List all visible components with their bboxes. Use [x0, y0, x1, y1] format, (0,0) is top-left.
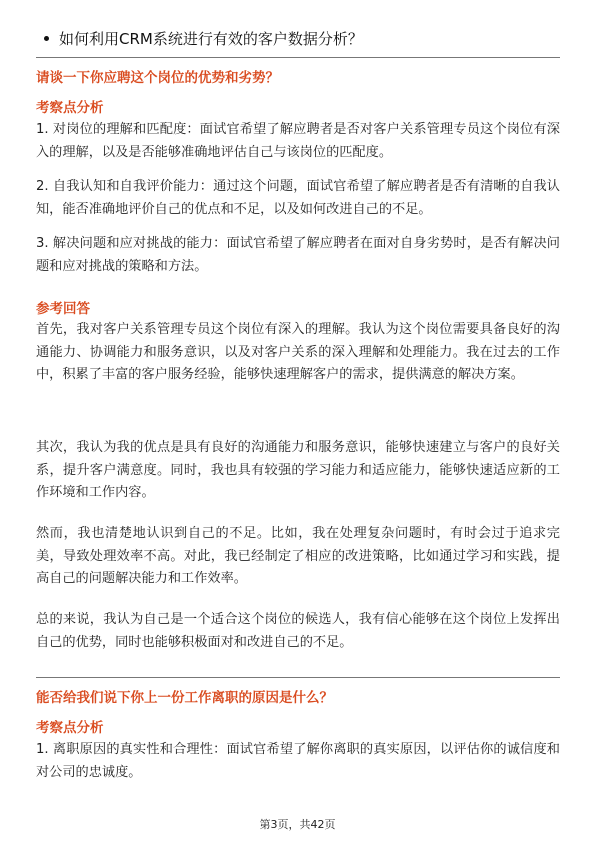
question-title: 请谈一下你应聘这个岗位的优势和劣势？: [36, 70, 279, 86]
answer-heading: 参考回答: [36, 301, 90, 317]
question-title: 能否给我们说下你上一份工作离职的原因是什么？: [36, 690, 333, 706]
analysis-item: 3. 解决问题和应对挑战的能力：面试官希望了解应聘者在面对自身劣势时，是否有解决问题和应对挑战的策略和方法。: [36, 236, 560, 274]
bullet-icon: [44, 36, 49, 41]
top-question-text: 如何利用CRM系统进行有效的客户数据分析？: [59, 30, 363, 48]
page-footer: 第3页，共42页: [259, 818, 336, 831]
analysis-item: 1. 对岗位的理解和匹配度：面试官希望了解应聘者是否对客户关系管理专员这个岗位有深入的理解，以及是否能够准确地评估自己与该岗位的匹配度。: [36, 122, 560, 160]
analysis-item: 2. 自我认知和自我评价能力：通过这个问题，面试官希望了解应聘者是否有清晰的自我认知，能否准确地评价自己的优点和不足，以及如何改进自己的不足。: [36, 179, 560, 217]
divider: [36, 677, 560, 678]
divider: [36, 57, 560, 58]
answer-paragraph: 总的来说，我认为自己是一个适合这个岗位的候选人，我有信心能够在这个岗位上发挥出自己的优势，同时也能够积极面对和改进自己的不足。: [36, 612, 560, 650]
analysis-heading: 考察点分析: [36, 100, 104, 116]
answer-paragraph: 然而，我也清楚地认识到自己的不足。比如，我在处理复杂问题时，有时会过于追求完美，导致处理效率不高。对此，我已经制定了相应的改进策略，比如通过学习和实践，提高自己的问题解决能力和工作效率。: [36, 526, 560, 586]
answer-paragraph: 首先，我对客户关系管理专员这个岗位有深入的理解。我认为这个岗位需要具备良好的沟通能力、协调能力和服务意识，以及对客户关系的深入理解和处理能力。我在过去的工作中，积累了丰富的客户服务经验，能够快速理解客户的需求，提供满意的解决方案。: [36, 322, 560, 382]
analysis-heading: 考察点分析: [36, 720, 104, 736]
answer-paragraph: 其次，我认为我的优点是具有良好的沟通能力和服务意识，能够快速建立与客户的良好关系，提升客户满意度。同时，我也具有较强的学习能力和适应能力，能够快速适应新的工作环境和工作内容。: [36, 440, 560, 500]
top-question: [44, 28, 363, 49]
analysis-item: 1. 离职原因的真实性和合理性：面试官希望了解你离职的真实原因，以评估你的诚信度和对公司的忠诚度。: [36, 742, 560, 780]
